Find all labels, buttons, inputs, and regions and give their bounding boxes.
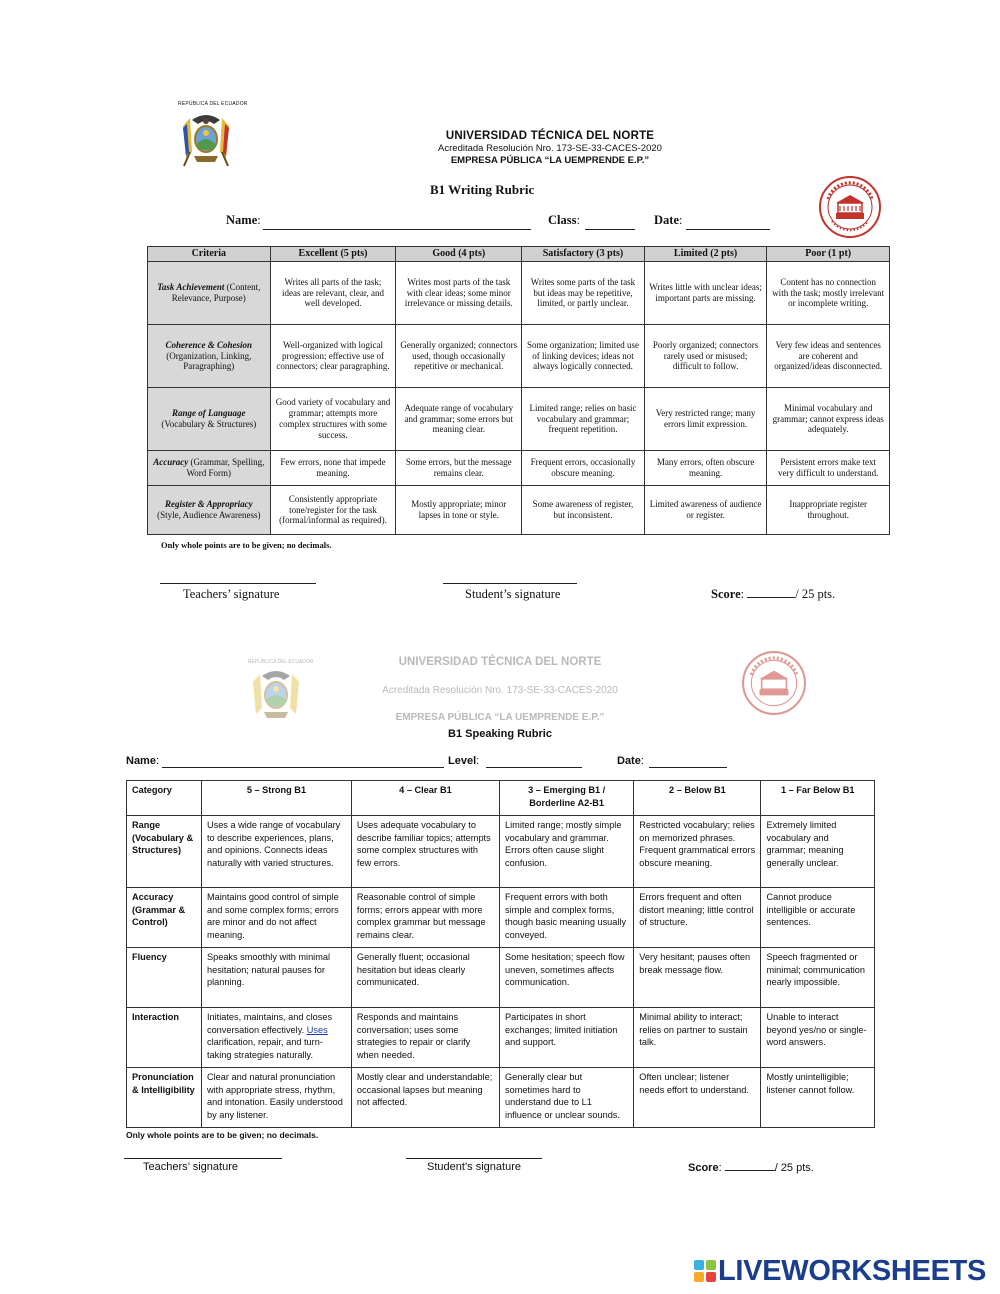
table-cell: Clear and natural pronunciation with appropriate stress, rhythm, and intonation. Easily understood by any listener.	[201, 1068, 351, 1128]
table-header-row	[148, 247, 890, 262]
table-cell: Restricted vocabulary; relies on memorized phrases. Frequent grammatical errors obscure meaning.	[634, 816, 761, 888]
utn-seal-icon	[818, 175, 882, 239]
speaking-rubric-table	[126, 780, 875, 1128]
criteria-name: Accuracy	[153, 457, 189, 468]
table-cell: Inappropriate register throughout.	[767, 486, 890, 535]
table-row	[148, 262, 890, 325]
writing-rubric-table	[147, 246, 890, 535]
class-field[interactable]: Class:	[548, 213, 580, 227]
interaction-text-b: clarification, repair, and turn-taking strategies naturally.	[206, 1037, 323, 1061]
criteria-name: Task Achievement	[157, 282, 225, 293]
table-cell	[201, 1008, 351, 1068]
interaction-text-a: Initiates, maintains, and closes conversation effectively.	[206, 1012, 333, 1035]
table-cell: Limited range; relies on basic vocabulary and grammar; frequent repetition.	[522, 388, 645, 451]
table-cell: Good variety of vocabulary and grammar; attempts more complex structures with some success.	[270, 388, 396, 451]
teacher-signature-label-2: Teachers’ signature	[143, 1161, 238, 1173]
name-label-2: Name	[126, 755, 156, 767]
level-field[interactable]: Level:	[448, 755, 480, 767]
table-row	[148, 451, 890, 486]
table-row	[127, 1008, 875, 1068]
table-cell: Minimal ability to interact; relies on partner to sustain talk.	[634, 1008, 761, 1068]
header-strong-b1: 5 – Strong B1	[201, 781, 351, 816]
table-cell: Very restricted range; many errors limit expression.	[644, 388, 767, 451]
criteria-sub: (Content, Relevance, Purpose)	[171, 282, 261, 303]
scoring-note: Only whole points are to be given; no decimals.	[161, 540, 332, 550]
university-header	[380, 130, 720, 166]
student-signature-line[interactable]	[443, 583, 577, 584]
criteria-sub: (Style, Audience Awareness)	[157, 510, 261, 520]
table-cell: Some hesitation; speech flow uneven, sometimes affects communication.	[500, 948, 634, 1008]
table-cell: Reasonable control of simple forms; errors appear with more complex grammar but message remains clear.	[351, 888, 499, 948]
category-cell: Interaction	[127, 1008, 202, 1068]
table-cell: Writes some parts of the task but ideas may be repetitive, limited, or partly unclear.	[522, 262, 645, 325]
table-row	[127, 948, 875, 1008]
utn-seal-faded-icon	[740, 650, 808, 716]
table-cell: Content has no connection with the task; mostly irrelevant or incomplete writing.	[767, 262, 890, 325]
criteria-sub: (Grammar, Spelling, Word Form)	[186, 457, 265, 478]
table-row	[127, 888, 875, 948]
date-line-2[interactable]	[649, 767, 727, 768]
criteria-sub: (Vocabulary & Structures)	[161, 419, 257, 429]
header-far-below-b1: 1 – Far Below B1	[761, 781, 875, 816]
table-cell: Mostly appropriate; minor lapses in tone or style.	[396, 486, 522, 535]
level-line[interactable]	[486, 767, 582, 768]
criteria-cell	[148, 388, 271, 451]
name-label: Name	[226, 213, 258, 227]
category-cell: Pronunciation & Intelligibility	[127, 1068, 202, 1128]
level-label: Level	[448, 755, 477, 767]
header-excellent: Excellent (5 pts)	[270, 247, 396, 262]
date-field[interactable]: Date:	[654, 213, 683, 227]
score-field[interactable]: Score: / 25 pts.	[711, 587, 836, 601]
table-cell: Many errors, often obscure meaning.	[644, 451, 767, 486]
table-cell: Few errors, none that impede meaning.	[270, 451, 396, 486]
name-field[interactable]: Name:	[226, 213, 261, 227]
criteria-name: Range of Language	[172, 408, 246, 419]
scoring-note-2: Only whole points are to be given; no decimals.	[126, 1130, 319, 1140]
table-cell: Responds and maintains conversation; uses some strategies to repair or clarify when needed.	[351, 1008, 499, 1068]
student-signature-label-2: Student’s signature	[427, 1161, 521, 1173]
header-good: Good (4 pts)	[396, 247, 522, 262]
liveworksheets-text: LIVEWORKSHEETS	[718, 1255, 987, 1287]
criteria-name: Coherence & Cohesion	[165, 339, 253, 350]
table-cell: Well-organized with logical progression; effective use of connectors; clear paragraphing.	[270, 325, 396, 388]
table-cell: Some errors, but the message remains clear.	[396, 451, 522, 486]
table-cell: Unable to interact beyond yes/no or single-word answers.	[761, 1008, 875, 1068]
table-cell: Uses a wide range of vocabulary to describe experiences, plans, and opinions. Connects ideas naturally with varied structures.	[201, 816, 351, 888]
table-cell: Writes all parts of the task; ideas are relevant, clear, and well developed.	[270, 262, 396, 325]
table-cell: Cannot produce intelligible or accurate sentences.	[761, 888, 875, 948]
header-criteria: Criteria	[148, 247, 271, 262]
header-category: Category	[127, 781, 202, 816]
table-cell: Generally organized; connectors used, though occasionally repetitive or mechanical.	[396, 325, 522, 388]
date-field-2[interactable]: Date:	[617, 755, 644, 767]
table-cell: Participates in short exchanges; limited initiation and support.	[500, 1008, 634, 1068]
table-cell: Speech fragmented or minimal; communication nearly impossible.	[761, 948, 875, 1008]
score-field-2[interactable]: Score: / 25 pts.	[688, 1162, 814, 1174]
header-clear-b1: 4 – Clear B1	[351, 781, 499, 816]
date-line[interactable]	[686, 229, 770, 230]
country-label: REPÚBLICA DEL ECUADOR	[178, 101, 248, 107]
country-label-faded: REPÚBLICA DEL ECUADOR	[248, 659, 314, 665]
table-cell: Writes little with unclear ideas; important parts are missing.	[644, 262, 767, 325]
criteria-cell	[148, 325, 271, 388]
category-cell: Accuracy (Grammar & Control)	[127, 888, 202, 948]
table-cell: Limited range; mostly simple vocabulary and grammar. Errors often cause slight confusion.	[500, 816, 634, 888]
header-below-b1: 2 – Below B1	[634, 781, 761, 816]
table-row	[148, 486, 890, 535]
table-cell: Frequent errors, occasionally obscure meaning.	[522, 451, 645, 486]
table-cell: Uses adequate vocabulary to describe familiar topics; attempts some complex structures with few errors.	[351, 816, 499, 888]
university-name: UNIVERSIDAD TÉCNICA DEL NORTE	[445, 130, 655, 142]
table-cell: Consistently appropriate tone/register for the task (formal/informal as required).	[270, 486, 396, 535]
category-cell: Fluency	[127, 948, 202, 1008]
header-poor: Poor (1 pt)	[767, 247, 890, 262]
criteria-sub: (Organization, Linking, Paragraphing)	[166, 350, 252, 372]
table-cell: Speaks smoothly with minimal hesitation; natural pauses for planning.	[201, 948, 351, 1008]
table-cell: Very few ideas and sentences are coherent and organized/ideas disconnected.	[767, 325, 890, 388]
speaking-rubric-title: B1 Speaking Rubric	[448, 728, 552, 740]
table-cell: Minimal vocabulary and grammar; cannot express ideas adequately.	[767, 388, 890, 451]
date-label-2: Date	[617, 755, 641, 767]
table-cell: Extremely limited vocabulary and grammar; meaning generally unclear.	[761, 816, 875, 888]
table-cell: Often unclear; listener needs effort to understand.	[634, 1068, 761, 1128]
teacher-signature-line-2[interactable]	[124, 1158, 282, 1159]
name-field-2[interactable]: Name:	[126, 755, 160, 767]
ecuador-coat-of-arms-icon	[180, 112, 232, 168]
company-name-faded: EMPRESA PÚBLICA “LA UEMPRENDE E.P.”	[395, 712, 605, 723]
name-line[interactable]	[263, 229, 531, 230]
name-line-2[interactable]	[162, 767, 444, 768]
table-row	[127, 816, 875, 888]
uses-link[interactable]: Uses	[306, 1024, 328, 1035]
class-label: Class	[548, 213, 577, 227]
table-cell: Mostly clear and understandable; occasional lapses but meaning not affected.	[351, 1068, 499, 1128]
writing-rubric-title: B1 Writing Rubric	[430, 182, 535, 197]
class-line[interactable]	[585, 229, 635, 230]
table-cell: Generally clear but sometimes hard to understand due to L1 influence or unclear sounds.	[500, 1068, 634, 1128]
liveworksheets-logo[interactable]	[694, 1255, 986, 1288]
table-cell: Very hesitant; pauses often break message flow.	[634, 948, 761, 1008]
header-limited: Limited (2 pts)	[644, 247, 767, 262]
criteria-cell	[148, 451, 271, 486]
criteria-name: Register & Appropriacy	[164, 499, 253, 510]
table-cell: Errors frequent and often distort meaning; little control of structure.	[634, 888, 761, 948]
criteria-cell	[148, 262, 271, 325]
table-cell: Poorly organized; connectors rarely used or misused; difficult to follow.	[644, 325, 767, 388]
table-cell: Some organization; limited use of linking devices; ideas not always logically connected.	[522, 325, 645, 388]
university-name-faded: UNIVERSIDAD TÉCNICA DEL NORTE	[398, 656, 602, 668]
table-cell: Frequent errors with both simple and complex forms, though basic meaning usually conveyed.	[500, 888, 634, 948]
score-label-2: Score	[688, 1162, 719, 1174]
accreditation-text: Acreditada Resolución Nro. 173-SE-33-CACES-2020	[438, 143, 662, 154]
teacher-signature-line[interactable]	[160, 583, 316, 584]
ecuador-coat-of-arms-faded-icon	[250, 668, 302, 724]
company-name: EMPRESA PÚBLICA “LA UEMPRENDE E.P.”	[450, 155, 650, 166]
table-header-row	[127, 781, 875, 816]
table-row	[148, 388, 890, 451]
student-signature-line-2[interactable]	[406, 1158, 542, 1159]
score-suffix: / 25 pts.	[795, 587, 836, 601]
table-row	[127, 1068, 875, 1128]
category-cell: Range (Vocabulary & Structures)	[127, 816, 202, 888]
header-satisfactory: Satisfactory (3 pts)	[522, 247, 645, 262]
table-cell: Mostly unintelligible; listener cannot follow.	[761, 1068, 875, 1128]
teacher-signature-label: Teachers’ signature	[183, 587, 280, 601]
criteria-cell	[148, 486, 271, 535]
student-signature-label: Student’s signature	[465, 587, 561, 601]
table-cell: Writes most parts of the task with clear ideas; some minor irrelevance or missing details.	[396, 262, 522, 325]
table-cell: Maintains good control of simple and some complex forms; errors are minor and do not affect meaning.	[201, 888, 351, 948]
liveworksheets-blocks-icon	[694, 1260, 716, 1282]
table-row	[148, 325, 890, 388]
score-suffix-2: / 25 pts.	[774, 1162, 814, 1174]
table-cell: Persistent errors make text very difficult to understand.	[767, 451, 890, 486]
date-label: Date	[654, 213, 679, 227]
score-label: Score	[711, 587, 741, 601]
header-emerging-b1: 3 – Emerging B1 / Borderline A2-B1	[500, 781, 634, 816]
table-cell: Limited awareness of audience or register.	[644, 486, 767, 535]
table-cell: Generally fluent; occasional hesitation but ideas clearly communicated.	[351, 948, 499, 1008]
accreditation-text-faded: Acreditada Resolución Nro. 173-SE-33-CACES-2020	[382, 685, 618, 696]
table-cell: Some awareness of register, but inconsistent.	[522, 486, 645, 535]
table-cell: Adequate range of vocabulary and grammar; some errors but meaning clear.	[396, 388, 522, 451]
